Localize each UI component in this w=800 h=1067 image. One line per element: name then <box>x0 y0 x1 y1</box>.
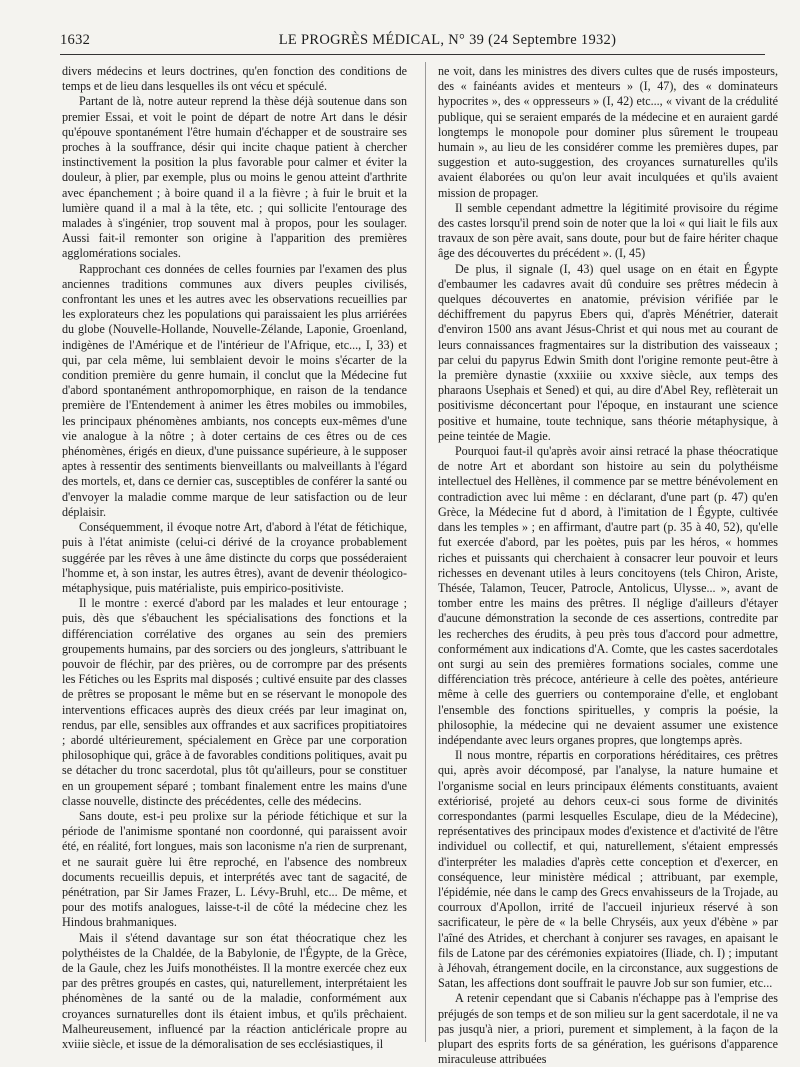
header-rule <box>60 54 765 55</box>
column-divider <box>425 62 426 1042</box>
paragraph: Rapprochant ces données de celles fournies par l'examen des plus anciennes traditions communes aux divers peuples civilisés, confrontant les unes et les autres avec les observations recueillies par les explorateurs chez les populations qui paraissaient les plus arriérées du globe (Nouvelle-Hollande, Nouvelle-Zélande, Laponie, Groenland, indigènes de l'Amérique et de l'intérieur de l'Afrique, etc..., I, 33) et qui, par cela même, lui semblaient devoir le moins s'écarter de la condition première du genre humain, il conclut que la Médecine fut d'abord spontanément anthropomorphique, en raison de la tendance première de l'Entendement à animer les êtres mobiles ou immobiles, les principaux phénomènes ambiants, nos concepts eux-mêmes d'une vie analogue à la nôtre ; à doter certains de ces êtres ou de ces phénomènes, érigés en dieux, d'une puissance supérieure, à le supposer aptes à ressentir des sentiments bienveillants ou malveillants à l'égard des mortels, et, dans ce dernier cas, susceptibles de conférer la santé ou d'envoyer la maladie comme marque de leur satisfaction ou de leur déplaisir. <box>62 261 407 519</box>
running-title: LE PROGRÈS MÉDICAL, N° 39 (24 Septembre 1932) <box>278 32 617 48</box>
right-column <box>438 64 778 1067</box>
paragraph: Partant de là, notre auteur reprend la thèse déjà soutenue dans son premier Essai, et voit le point de départ de notre Art dans le désir qu'épouve spontanément l'être humain d'échapper et de soustraire ses proches à la souffrance, désir qui incite chaque patient à chercher instinctivement la position la plus favorable pour calmer et éviter la douleur, à plier, par exemple, plus ou moins le genou atteint d'arthrite avec épanchement ; à boire quand il a la fièvre ; à fuir le bruit et la lumière quand il a mal à la tête, etc. ; qui sollicite l'entourage des malades à s'ingénier, trop souvent mal à propos, pour les soulager. Aussi fait-il remonter son origine à l'apparition des premières agglomérations sociales. <box>62 94 407 261</box>
paragraph: A retenir cependant que si Cabanis n'échappe pas à l'emprise des préjugés de son temps et de son milieu sur la gent sacerdotale, il ne va pas jusqu'à nier, a priori, purement et simplement, à la façon de la plupart des esprits forts de sa génération, les guérisons d'apparence miraculeuse attribuées <box>438 991 778 1067</box>
paragraph: Sans doute, est-i peu prolixe sur la période fétichique et sur la période de l'animisme spontané non coordonné, qui paraissent avoir été, en réalité, fort longues, mais son laconisme n'a rien de surprenant, et ne saurait guère lui être reproché, en l'absence des nombreux documents recueillis depuis, et interprétés avec tant de sagacité, de pénétration, par Sir James Frazer, L. Lévy-Bruhl, etc... De même, et pour des motifs analogues, laisse-t-il de côté la médecine chez les Hindous brahmaniques. <box>62 808 407 930</box>
left-column <box>62 64 407 1051</box>
paragraph: Mais il s'étend davantage sur son état théocratique chez les polythéistes de la Chaldée, de la Babylonie, de l'Égypte, de la Grèce, de la Gaule, chez les Juifs monothéistes. Il la montre exercée chez eux par des prêtres groupés en castes, qui, naturellement, interprétaient les phénomènes de la santé ou de la maladie, conformément aux croyances surnaturelles dont ils étaient imbus, et qu'ils prêchaient. Malheureusement, influencé par la réaction anticléricale propre au xviiie siècle, et issue de la démoralisation de ses ecclésiastiques, il <box>62 930 407 1051</box>
paragraph: ne voit, dans les ministres des divers cultes que de rusés imposteurs, des « fainéants avides et menteurs » (I, 47), des « dominateurs hypocrites », des « oppresseurs » (I, 42) etc..., « vivant de la crédulité publique, qui se seraient emparés de la médecine et en auraient gardé longtemps le monopole pour dominer plus sûrement le troupeau humain », au lieu de les considérer comme les premières dupes, par suggestion et auto-suggestion, des croyances surnaturelles qu'ils avaient élaborées ou qu'on leur avait inculquées et qu'ils avaient mission de propager. <box>438 64 778 200</box>
paragraph: Pourquoi faut-il qu'après avoir ainsi retracé la phase théocratique de notre Art et abordant son histoire au sein du polythéisme intellectuel des Hellènes, il commence par se mettre bénévolement en contradiction avec lui même : en déclarant, d'une part (p. 47) qu'en Grèce, la Médecine fut d abord, à l'imitation de l Égypte, cultivée dans les temples » ; en affirmant, d'autre part (p. 35 à 40, 52), qu'elle fut exercée d'abord, par les poètes, puis par les héros, « hommes riches et puissants qui cherchaient à consacrer leur pouvoir et leurs richesses en devenant utiles à leurs concitoyens (tels Chiron, Ariste, Thésée, Talamon, Teucer, Patrocle, Antolicus, Ulysse... », avant de tomber entre les mains des prêtres. Il néglige d'ailleurs d'étayer d'aucune démonstration la seconde de ces assertions, contredite par les recherches des érudits, à peu près tous d'accord pour admettre, conformément aux indications d'A. Comte, que les castes sacerdotales ont surgi au sein des premières formations sociales, comme une différenciation très précoce, antérieure à celle des poètes, antérieure même à celle des guerriers ou contemporaine d'elle, et englobant l'ensemble des fonctions spirituelles, y compris la poésie, la philosophie, la médecine qui ne devaient assumer une existence indépendante avec leurs organes propres, que longtemps après. <box>438 444 778 747</box>
running-header <box>60 30 765 52</box>
page-number: 1632 <box>60 32 91 48</box>
paragraph: divers médecins et leurs doctrines, qu'en fonction des conditions de temps et de lieu dans lesquelles ils ont vécu et spéculé. <box>62 64 407 94</box>
paragraph: Il semble cependant admettre la légitimité provisoire du régime des castes lorsqu'il prend soin de noter que la loi « qui liait le fils aux travaux de son père avait, sans doute, pour but de faire hériter chaque âge des découvertes du précédent ». (I, 45) <box>438 200 778 261</box>
paragraph: De plus, il signale (I, 43) quel usage on en était en Égypte d'embaumer les cadavres avait dû conduire ses prêtres médecin à quelques découvertes en anatomie, prévision vérifiée par le déchiffrement du papyrus Ebers qui, d'après Ménétrier, daterait d'environ 1500 ans avant Jésus-Christ et qui nous met au courant de leurs connaissances fragmentaires sur la distribution des vaisseaux ; par celui du papyrus Edwin Smith dont l'origine remonte peut-être à la première dynastie (xxxiiie ou xxxive siècle, aux temps des pharaons Usephais et Sened) et qui, au dire d'Abel Rey, reflèterait un positivisme déconcertant pour l'époque, en instaurant une science positive et humaine, toute technique, sans théorie métaphysique, à peine teintée de Magie. <box>438 261 778 443</box>
paragraph: Il le montre : exercé d'abord par les malades et leur entourage ; puis, dès que s'ébauchent les spécialisations des fonctions et la différenciation corrélative des organes au sein des premiers groupements humains, par des sorciers ou des jongleurs, s'attribuant le pouvoir de fléchir, par des prières, ou de corrompre par des présents les Fétiches ou les Esprits mal disposés ; cultivé ensuite par des classes de prêtres se proposant le même but en se réservant le monopole des interventions efficaces auprès des dieux créés par leur imaginat on, rendus, par elle, sensibles aux offrandes et aux sacrifices propitiatoires ; abordé ultérieurement, spécialement en Grèce par une corporation philosophique qui, grâce à de favorables conditions politiques, avait pu se détacher du tronc sacerdotal, plus tôt qu'ailleurs, pour se constituer en un groupement séparé ; tombant finalement entre les mains d'une classe nouvelle, distincte des précédentes, celle des médecins. <box>62 596 407 808</box>
paragraph: Conséquemment, il évoque notre Art, d'abord à l'état de fétichique, puis à l'état animiste (celui-ci dérivé de la croyance probablement suggérée par les rêves à une âme distincte du corps que posséderaient l'homme et, à son instar, les autres êtres), avant de devenir théologico-métaphysique, puis matérialiste, puis empirico-positiviste. <box>62 520 407 595</box>
paragraph: Il nous montre, répartis en corporations héréditaires, ces prêtres qui, après avoir décomposé, par l'analyse, la nature humaine et l'organisme social en leurs principaux éléments constituants, avaient extériorisé, projeté au dehors ceux-ci sous forme de divinités correspondantes (parmi lesquelles Esculape, dieu de la Médecine), représentatives des principaux modes d'existence et d'activité de l'être individuel ou collectif, et qui, naturellement, s'étaient empressés d'interpréter les maladies d'après cette conception et d'exercer, en conséquence, leur ministère médical ; attribuant, par exemple, l'épidémie, née dans le camp des Grecs envahisseurs de la Trojade, au courroux d'Apollon, irrité de l'accueil injurieux réservé à son sacrificateur, le père de « la belle Chryséis, aux yeux d'ébène » par l'aîné des Atrides, et cherchant à conjurer ses ravages, en apaisant le fils de Latone par des cérémonies expiatoires (Iliade, ch. I) ; imputant à Jéhovah, étrangement docile, en la circonstance, aux suggestions de Satan, les affections dont souffrait le pauvre Job sur son fumier, etc... <box>438 748 778 991</box>
